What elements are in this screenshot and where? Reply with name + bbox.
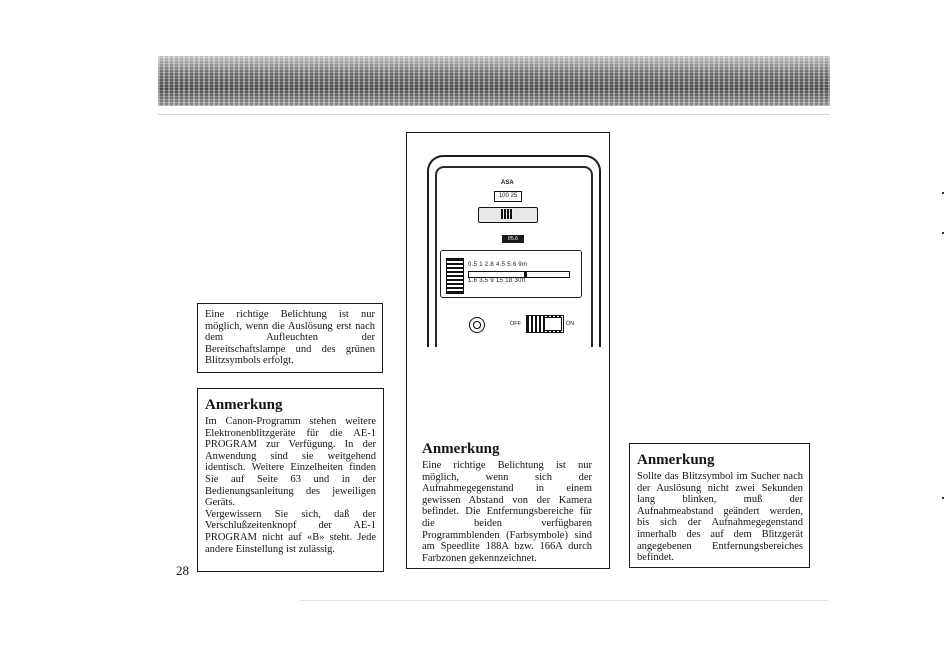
margin-mark xyxy=(942,497,944,499)
note-paragraph: Vergewissern Sie sich, daß der Verschlußzeitenknopf der AE-1 PROGRAM nicht auf «B» steht. Jede andere Einstellung ist zulässig. xyxy=(205,508,376,555)
slider-knob xyxy=(501,209,513,219)
exposure-note-box xyxy=(197,303,383,373)
distance-scale-bar xyxy=(468,271,570,278)
note-box-left xyxy=(197,388,384,572)
footer-rule xyxy=(300,600,828,601)
note-box-middle xyxy=(406,132,610,569)
note-paragraph: Im Canon-Programm stehen weitere Elektronenblitzgeräte für die AE-1 PROGRAM zur Verfügung. In der Anwendung sind sie weitgehend identisch. Weitere Einzelheiten finden Sie auf Seite 63 und in der Bedienungsanleitung des jeweiligen Geräts. xyxy=(205,416,376,509)
header-rule xyxy=(158,114,830,115)
header-band xyxy=(158,56,830,106)
note-body xyxy=(637,471,803,564)
asa-slider xyxy=(478,207,538,223)
note-heading: Anmerkung xyxy=(637,452,715,468)
off-label: OFF xyxy=(510,321,521,327)
note-paragraph: Sollte das Blitzsymbol im Sucher nach der Auslösung nicht zwei Sekunden lang blinken, muß der Aufnahmeabstand geändert werden, bis sich der Aufnahmegegenstand innerhalb des auf dem Blitzgerät angegebenen Entfernungsbereiches befindet. xyxy=(637,471,803,564)
exposure-note-text: Eine richtige Belichtung ist nur möglich, wenn die Auslösung erst nach dem Aufleuchten der Bereitschaftslampe und des grünen Blitzsymbols erfolgt. xyxy=(205,309,375,366)
on-label: ON xyxy=(566,321,575,327)
middle-note-content xyxy=(422,441,592,564)
margin-mark xyxy=(942,232,944,234)
speedlite-illustration xyxy=(422,150,602,350)
mode-switch xyxy=(446,258,464,294)
note-paragraph: Eine richtige Belichtung ist nur möglich, wenn sich der Aufnahmegegenstand in einem gewissen Abstand von der Kamera befindet. Die Entfernungsbereiche für die beiden verfügbaren Programmblenden (Farbsymbole) sind am Speedlite 188A bzw. 166A durch Farbzonen gekennzeichnet. xyxy=(422,460,592,564)
page-number: 28 xyxy=(176,563,189,578)
note-box-right xyxy=(629,443,810,568)
margin-mark xyxy=(942,192,944,194)
aperture-badge: f/5.6 xyxy=(502,235,524,243)
test-button-icon xyxy=(469,317,485,333)
asa-label: ASA xyxy=(501,180,514,186)
power-switch-knob xyxy=(544,317,562,331)
note-body xyxy=(422,460,592,564)
distance-scale-feet: 1.6 3.5 9 15 18 30ft xyxy=(468,278,526,284)
distance-scale-meters: 0.5 1 2.8 4.5 5.6 9m xyxy=(468,262,528,268)
power-switch xyxy=(526,315,564,333)
asa-value-window: 100 25 xyxy=(494,191,522,202)
note-heading: Anmerkung xyxy=(205,397,283,413)
note-heading: Anmerkung xyxy=(422,441,500,457)
note-body xyxy=(205,416,376,555)
